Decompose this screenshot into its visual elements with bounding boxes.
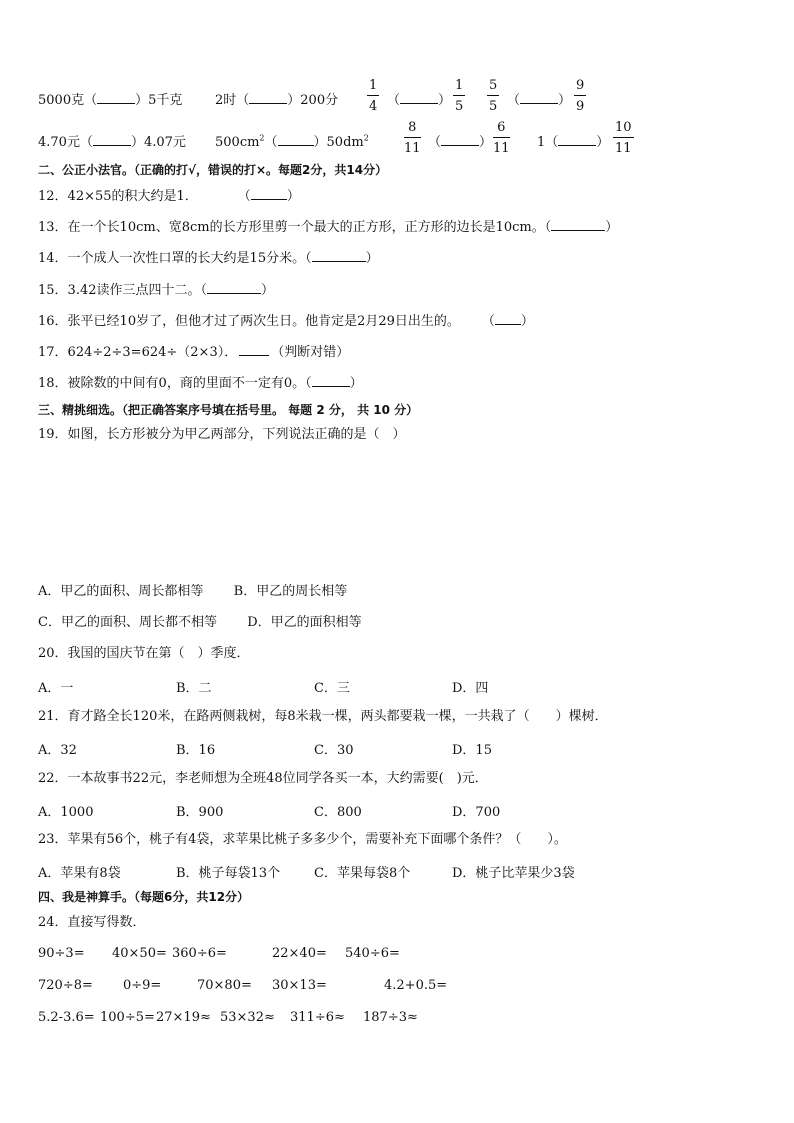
compare-2a: 4.70元（ ）4.07元 <box>38 135 186 150</box>
calc-item: 540÷6= <box>345 946 400 961</box>
answer-blank[interactable] <box>93 133 131 146</box>
compare-1c-blank: （ ） <box>387 93 452 108</box>
fraction: $\frac{6}{11}$ <box>493 120 510 156</box>
calc-item: 22×40= <box>272 946 327 961</box>
option-c[interactable]: C．苹果每袋8个 <box>314 866 411 881</box>
question-13: 13．在一个长10cm、宽8cm的长方形里剪一个最大的正方形，正方形的边长是10cm。（ ） <box>38 220 619 235</box>
fraction: $\frac{8}{11}$ <box>404 120 421 156</box>
fraction: $\frac{5}{5}$ <box>489 78 498 114</box>
answer-blank[interactable] <box>251 187 287 200</box>
question-23: 23．苹果有56个，桃子有4袋，求苹果比桃子多多少个，需要补充下面哪个条件？（ ）。 <box>38 832 567 847</box>
fraction: $\frac{10}{11}$ <box>615 120 632 156</box>
option-c[interactable]: C．甲乙的面积、周长都不相等 <box>38 615 217 630</box>
question-19: 19．如图，长方形被分为甲乙两部分，下列说法正确的是（ ） <box>38 427 406 442</box>
calc-item: 53×32≈ <box>220 1010 275 1025</box>
option-a[interactable]: A．甲乙的面积、周长都相等 <box>38 584 204 599</box>
calc-item: 40×50= <box>112 946 167 961</box>
option-b[interactable]: B．900 <box>176 805 224 820</box>
compare-1d-blank: （ ） <box>507 93 572 108</box>
answer-blank[interactable] <box>495 312 521 325</box>
calc-item: 720÷8= <box>38 978 93 993</box>
option-a[interactable]: A．1000 <box>38 805 94 820</box>
question-21: 21．育才路全长120米，在路两侧栽树，每8米栽一棵，两头都要栽一棵，一共栽了（ ）棵树． <box>38 709 608 724</box>
answer-blank[interactable] <box>97 91 135 104</box>
calc-item: 4.2+0.5= <box>384 978 448 993</box>
calc-item: 90÷3= <box>38 946 85 961</box>
answer-blank[interactable] <box>239 343 269 356</box>
compare-1b: 2时（ ）200分 <box>215 93 339 108</box>
option-b[interactable]: B．甲乙的周长相等 <box>233 584 348 599</box>
question-18: 18．被除数的中间有0，商的里面不一定有0。（ ） <box>38 376 363 391</box>
question-17: 17．624÷2÷3=624÷（2×3）． （判断对错） <box>38 345 350 360</box>
calc-item: 27×19≈ <box>156 1010 211 1025</box>
answer-blank[interactable] <box>400 91 438 104</box>
option-a[interactable]: A．32 <box>38 743 77 758</box>
compare-1a: 5000克（ ）5千克 <box>38 93 183 108</box>
calc-item: 30×13= <box>272 978 327 993</box>
answer-blank[interactable] <box>520 91 558 104</box>
compare-2d: 1（ ） <box>537 135 610 150</box>
option-b[interactable]: B．16 <box>176 743 216 758</box>
calc-item: 70×80= <box>197 978 252 993</box>
option-c[interactable]: C．800 <box>314 805 362 820</box>
fraction: $\frac{9}{9}$ <box>576 78 585 114</box>
answer-blank[interactable] <box>558 133 596 146</box>
answer-blank[interactable] <box>441 133 479 146</box>
answer-blank[interactable] <box>278 133 314 146</box>
option-b[interactable]: B．桃子每袋13个 <box>176 866 281 881</box>
option-d[interactable]: D．四 <box>452 681 489 696</box>
answer-blank[interactable] <box>249 91 287 104</box>
calc-item: 0÷9= <box>123 978 162 993</box>
section-2-title: 二、公正小法官。（正确的打√，错误的打×。每题2分，共14分） <box>38 163 388 177</box>
question-20: 20．我国的国庆节在第（ ）季度． <box>38 646 250 661</box>
option-a[interactable]: A．苹果有8袋 <box>38 866 121 881</box>
option-c[interactable]: C．三 <box>314 681 350 696</box>
fraction: $\frac{1}{5}$ <box>455 78 464 114</box>
calc-item: 5.2-3.6= <box>38 1010 95 1025</box>
answer-blank[interactable] <box>312 249 366 262</box>
calc-item: 311÷6≈ <box>290 1010 345 1025</box>
question-15: 15．3.42读作三点四十二。（ ） <box>38 283 275 298</box>
calc-item: 100÷5= <box>100 1010 155 1025</box>
question-12: 12．42×55的积大约是1． （ ） <box>38 189 300 204</box>
question-24: 24．直接写得数． <box>38 915 146 930</box>
fraction: $\frac{1}{4}$ <box>369 78 378 114</box>
question-19-options-row1 <box>38 583 347 601</box>
option-c[interactable]: C．30 <box>314 743 354 758</box>
question-16: 16．张平已经10岁了，但他才过了两次生日。他肯定是2月29日出生的。 （ ） <box>38 314 534 329</box>
section-4-title: 四、我是神算手。（每题6分，共12分） <box>38 890 250 904</box>
question-22: 22．一本故事书22元，李老师想为全班48位同学各买一本，大约需要( )元． <box>38 771 488 786</box>
option-d[interactable]: D．700 <box>452 805 501 820</box>
option-d[interactable]: D．15 <box>452 743 492 758</box>
compare-2b: $500cm^2$（ ）$50dm^2$ <box>215 133 369 150</box>
answer-blank[interactable] <box>207 281 261 294</box>
option-d[interactable]: D．桃子比苹果少3袋 <box>452 866 575 881</box>
section-3-title: 三、精挑细选。（把正确答案序号填在括号里。 每题 2 分， 共 10 分） <box>38 403 419 417</box>
answer-blank[interactable] <box>312 374 350 387</box>
compare-2c-blank: （ ） <box>428 135 493 150</box>
calc-item: 187÷3≈ <box>363 1010 418 1025</box>
option-b[interactable]: B．二 <box>176 681 212 696</box>
calc-item: 360÷6= <box>172 946 227 961</box>
question-14: 14．一个成人一次性口罩的长大约是15分米。（ ） <box>38 251 379 266</box>
answer-blank[interactable] <box>551 218 605 231</box>
option-d[interactable]: D．甲乙的面积相等 <box>247 615 362 630</box>
question-19-options-row2 <box>38 614 362 632</box>
option-a[interactable]: A．一 <box>38 681 74 696</box>
